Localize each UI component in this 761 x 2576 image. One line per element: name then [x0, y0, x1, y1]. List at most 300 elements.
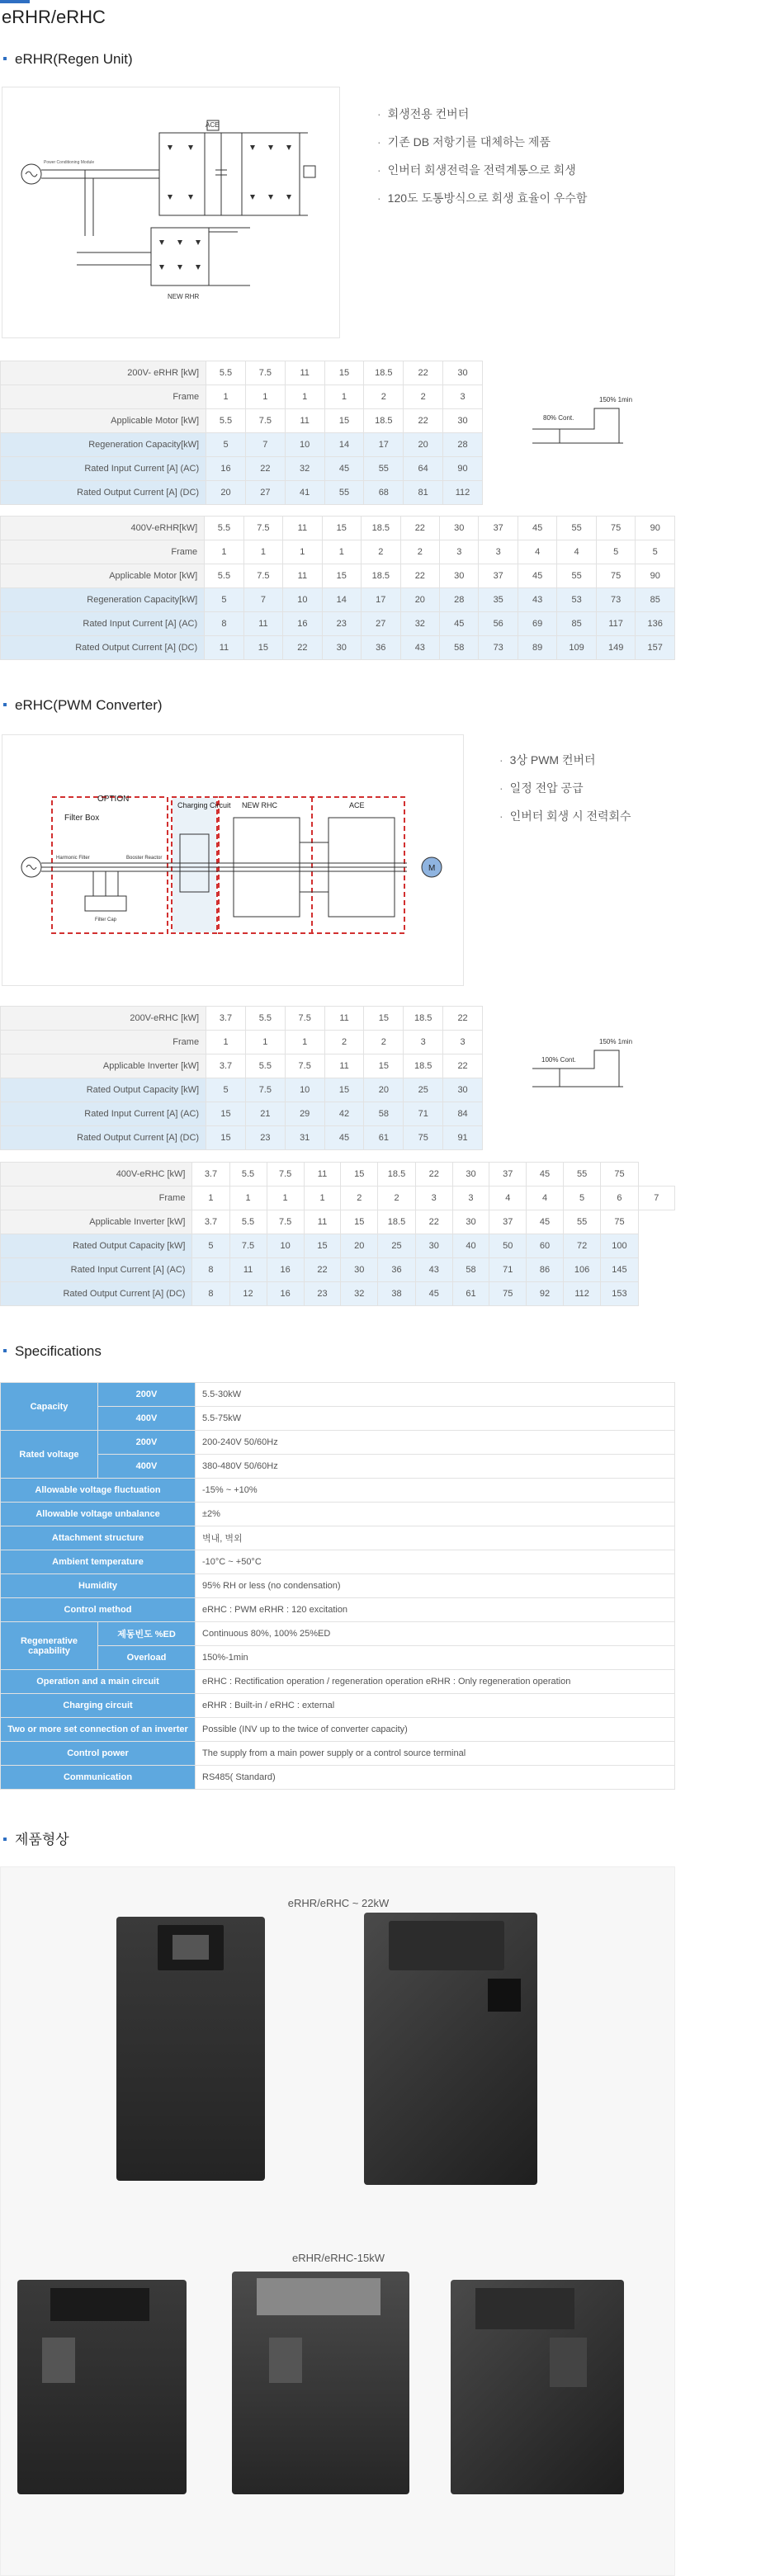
- table-row: [1, 564, 675, 588]
- table-cell: 11: [283, 517, 322, 540]
- table-cell: 136: [636, 612, 675, 636]
- product-image-22kw-front: [116, 1917, 265, 2181]
- table-cell: 4: [489, 1187, 527, 1210]
- spec-value: 380-480V 50/60Hz: [196, 1455, 675, 1479]
- erhr-200v-table: [0, 361, 483, 505]
- table-cell: 117: [596, 612, 636, 636]
- table-cell: 30: [452, 1163, 489, 1187]
- table-row: [1, 1210, 675, 1234]
- table-cell: 2: [364, 1031, 404, 1054]
- table-cell: 100: [601, 1234, 638, 1258]
- table-cell: 7.5: [245, 1078, 285, 1102]
- table-cell: 106: [563, 1258, 600, 1282]
- table-cell: 7.5: [245, 409, 285, 433]
- table-cell: 8: [205, 612, 243, 636]
- svg-text:Booster Reactor: Booster Reactor: [126, 856, 163, 861]
- table-cell: 7.5: [267, 1163, 304, 1187]
- table-cell: 55: [324, 481, 364, 505]
- table-cell: 18.5: [378, 1210, 416, 1234]
- table-cell: 1: [206, 385, 246, 409]
- table-cell: 71: [489, 1258, 527, 1282]
- table-cell: 45: [527, 1210, 564, 1234]
- table-cell: 37: [489, 1210, 527, 1234]
- section-title-erhr: eRHR(Regen Unit): [3, 51, 133, 68]
- table-cell: 45: [518, 517, 556, 540]
- row-label: Applicable Motor [kW]: [1, 564, 205, 588]
- table-cell: 21: [245, 1102, 285, 1126]
- table-cell: 3.7: [192, 1163, 229, 1187]
- table-cell: 1: [324, 385, 364, 409]
- table-cell: 32: [400, 612, 439, 636]
- table-cell: 7.5: [245, 361, 285, 385]
- spec-label: Allowable voltage unbalance: [1, 1503, 196, 1526]
- svg-text:Charging Circuit: Charging Circuit: [177, 801, 231, 809]
- table-cell: 29: [285, 1102, 324, 1126]
- table-cell: 18.5: [364, 409, 404, 433]
- svg-text:OPTION: OPTION: [97, 795, 130, 804]
- table-row: [1, 385, 483, 409]
- table-cell: 18.5: [362, 564, 401, 588]
- table-cell: 37: [479, 564, 518, 588]
- table-cell: 30: [322, 636, 361, 660]
- table-cell: 2: [378, 1187, 416, 1210]
- table-cell: 109: [557, 636, 597, 660]
- table-cell: 1: [304, 1187, 341, 1210]
- erhr-400v-table: [0, 516, 675, 660]
- table-cell: 5.5: [205, 517, 243, 540]
- row-label: Frame: [1, 385, 206, 409]
- product-label-22kw: eRHR/eRHC ~ 22kW: [287, 1897, 390, 1909]
- table-cell: 23: [245, 1126, 285, 1150]
- table-cell: 38: [378, 1282, 416, 1306]
- row-label: 400V-eRHC [kW]: [1, 1163, 192, 1187]
- spec-value: 200-240V 50/60Hz: [196, 1431, 675, 1455]
- table-cell: 112: [443, 481, 483, 505]
- spec-label: Control method: [1, 1598, 196, 1622]
- table-cell: 55: [557, 517, 597, 540]
- table-row: [1, 1007, 483, 1031]
- row-label: Frame: [1, 1187, 192, 1210]
- list-item: · 120도 도통방식으로 회생 효율이 우수함: [377, 184, 587, 212]
- list-item: · 인버터 회생전력을 전력계통으로 회생: [377, 156, 587, 184]
- table-cell: 32: [285, 457, 324, 481]
- table-cell: 32: [341, 1282, 378, 1306]
- spec-value: 150%-1min: [196, 1646, 675, 1670]
- table-cell: 22: [415, 1163, 452, 1187]
- table-cell: 1: [267, 1187, 304, 1210]
- spec-label: Charging circuit: [1, 1694, 196, 1718]
- erhr-circuit-diagram: [2, 87, 340, 338]
- table-cell: 30: [440, 517, 479, 540]
- table-cell: 1: [285, 385, 324, 409]
- table-row: [1, 1526, 675, 1550]
- table-cell: 20: [364, 1078, 404, 1102]
- table-cell: 30: [341, 1258, 378, 1282]
- table-row: [1, 517, 675, 540]
- spec-label: Two or more set connection of an inverter: [1, 1718, 196, 1742]
- table-cell: 1: [205, 540, 243, 564]
- table-cell: 1: [285, 1031, 324, 1054]
- table-cell: 45: [415, 1282, 452, 1306]
- table-cell: 3: [440, 540, 479, 564]
- table-cell: 149: [596, 636, 636, 660]
- table-cell: 14: [324, 433, 364, 457]
- table-cell: 18.5: [378, 1163, 416, 1187]
- table-cell: 3: [404, 1031, 443, 1054]
- table-cell: 7: [243, 588, 282, 612]
- table-cell: 16: [267, 1258, 304, 1282]
- spec-sublabel: 400V: [98, 1455, 196, 1479]
- table-cell: 11: [304, 1163, 341, 1187]
- table-cell: 17: [362, 588, 401, 612]
- row-label: Applicable Motor [kW]: [1, 409, 206, 433]
- spec-label: Control power: [1, 1742, 196, 1766]
- table-cell: 5: [192, 1234, 229, 1258]
- table-cell: 7: [638, 1187, 674, 1210]
- spec-label: Attachment structure: [1, 1526, 196, 1550]
- table-cell: 41: [285, 481, 324, 505]
- table-cell: 1: [245, 1031, 285, 1054]
- table-cell: 22: [283, 636, 322, 660]
- spec-value: eRHC : PWM eRHR : 120 excitation: [196, 1598, 675, 1622]
- svg-text:NEW RHR: NEW RHR: [168, 293, 200, 300]
- svg-text:M: M: [428, 864, 436, 873]
- table-cell: 112: [563, 1282, 600, 1306]
- table-cell: 85: [557, 612, 597, 636]
- spec-sublabel: 200V: [98, 1431, 196, 1455]
- list-item: · 인버터 회생 시 전력회수: [499, 802, 631, 830]
- table-row: [1, 1503, 675, 1526]
- table-cell: 35: [479, 588, 518, 612]
- spec-label: Communication: [1, 1766, 196, 1790]
- table-row: [1, 1431, 675, 1455]
- spec-value: 벽내, 벽외: [196, 1526, 675, 1550]
- table-cell: 11: [285, 409, 324, 433]
- table-cell: 73: [479, 636, 518, 660]
- table-cell: 18.5: [362, 517, 401, 540]
- table-cell: 4: [518, 540, 556, 564]
- table-cell: 1: [245, 385, 285, 409]
- table-cell: 157: [636, 636, 675, 660]
- spec-label: Operation and a main circuit: [1, 1670, 196, 1694]
- erhc-circuit-diagram: [2, 734, 464, 986]
- product-gallery: [0, 1866, 675, 2576]
- svg-text:Harmonic Filter: Harmonic Filter: [56, 856, 90, 861]
- table-row: [1, 1031, 483, 1054]
- table-cell: 3.7: [192, 1210, 229, 1234]
- table-cell: 7.5: [285, 1054, 324, 1078]
- list-item: · 일정 전압 공급: [499, 774, 631, 802]
- table-cell: 89: [518, 636, 556, 660]
- table-cell: 58: [452, 1258, 489, 1282]
- table-cell: 50: [489, 1234, 527, 1258]
- table-row: [1, 433, 483, 457]
- table-cell: 56: [479, 612, 518, 636]
- row-label: Regeneration Capacity[kW]: [1, 588, 205, 612]
- table-cell: 14: [322, 588, 361, 612]
- table-cell: 55: [364, 457, 404, 481]
- table-cell: 36: [378, 1258, 416, 1282]
- table-cell: 7.5: [267, 1210, 304, 1234]
- section-title-specifications: Specifications: [3, 1343, 102, 1360]
- spec-value: 5.5-75kW: [196, 1407, 675, 1431]
- table-row: [1, 1054, 483, 1078]
- table-row: [1, 481, 483, 505]
- table-cell: 7.5: [285, 1007, 324, 1031]
- row-label: Applicable Inverter [kW]: [1, 1054, 206, 1078]
- table-row: [1, 1258, 675, 1282]
- table-cell: 11: [304, 1210, 341, 1234]
- table-row: [1, 1282, 675, 1306]
- table-row: [1, 457, 483, 481]
- row-label: 200V-eRHC [kW]: [1, 1007, 206, 1031]
- table-cell: 15: [364, 1054, 404, 1078]
- table-cell: 69: [518, 612, 556, 636]
- table-cell: 86: [527, 1258, 564, 1282]
- table-cell: 2: [362, 540, 401, 564]
- table-cell: 15: [364, 1007, 404, 1031]
- table-cell: 2: [341, 1187, 378, 1210]
- table-cell: 5.5: [206, 361, 246, 385]
- row-label: 200V- eRHR [kW]: [1, 361, 206, 385]
- table-cell: 3: [452, 1187, 489, 1210]
- table-cell: 5: [636, 540, 675, 564]
- row-label: 400V-eRHR[kW]: [1, 517, 205, 540]
- table-cell: 15: [324, 409, 364, 433]
- table-row: [1, 1383, 675, 1407]
- table-cell: 61: [364, 1126, 404, 1150]
- spec-label: Regenerative capability: [1, 1622, 98, 1670]
- row-label: Rated Input Current [A] (AC): [1, 457, 206, 481]
- table-cell: 37: [489, 1163, 527, 1187]
- table-row: [1, 1078, 483, 1102]
- spec-value: -10°C ~ +50°C: [196, 1550, 675, 1574]
- list-item: · 기존 DB 저항기를 대체하는 제품: [377, 128, 587, 156]
- table-cell: 5.5: [245, 1054, 285, 1078]
- spec-label: Rated voltage: [1, 1431, 98, 1479]
- product-image-15kw-front: [17, 2280, 187, 2494]
- table-cell: 3: [443, 1031, 483, 1054]
- spec-sublabel: 200V: [98, 1383, 196, 1407]
- table-cell: 3: [415, 1187, 452, 1210]
- table-cell: 3: [479, 540, 518, 564]
- table-cell: 60: [527, 1234, 564, 1258]
- svg-text:ACE: ACE: [206, 121, 220, 129]
- table-row: [1, 1550, 675, 1574]
- table-cell: 43: [415, 1258, 452, 1282]
- table-cell: 17: [364, 433, 404, 457]
- product-label-15kw: eRHR/eRHC-15kW: [292, 2252, 385, 2264]
- table-cell: 30: [443, 409, 483, 433]
- table-cell: 16: [283, 612, 322, 636]
- erhc-200v-table: [0, 1006, 483, 1150]
- table-cell: 23: [304, 1282, 341, 1306]
- table-cell: 20: [400, 588, 439, 612]
- table-cell: 15: [304, 1234, 341, 1258]
- table-cell: 28: [440, 588, 479, 612]
- row-label: Rated Output Capacity [kW]: [1, 1078, 206, 1102]
- table-cell: 73: [596, 588, 636, 612]
- spec-sublabel: Overload: [98, 1646, 196, 1670]
- table-cell: 1: [283, 540, 322, 564]
- table-cell: 20: [206, 481, 246, 505]
- table-cell: 91: [443, 1126, 483, 1150]
- table-row: [1, 1479, 675, 1503]
- table-row: [1, 361, 483, 385]
- table-cell: 18.5: [364, 361, 404, 385]
- table-cell: 42: [324, 1102, 364, 1126]
- svg-text:150% 1min: 150% 1min: [599, 396, 633, 403]
- table-cell: 4: [527, 1187, 564, 1210]
- row-label: Rated Input Current [A] (AC): [1, 1258, 192, 1282]
- section-title-erhc: eRHC(PWM Converter): [3, 697, 163, 714]
- section-title-products: 제품형상: [3, 1828, 69, 1848]
- table-cell: 25: [404, 1078, 443, 1102]
- table-row: [1, 588, 675, 612]
- table-cell: 145: [601, 1258, 638, 1282]
- table-row: [1, 1646, 675, 1670]
- table-cell: 81: [404, 481, 443, 505]
- table-cell: 10: [283, 588, 322, 612]
- table-cell: 92: [527, 1282, 564, 1306]
- table-cell: 15: [243, 636, 282, 660]
- row-label: Applicable Inverter [kW]: [1, 1210, 192, 1234]
- table-cell: 84: [443, 1102, 483, 1126]
- table-cell: 22: [443, 1007, 483, 1031]
- table-cell: 45: [527, 1163, 564, 1187]
- table-cell: 2: [364, 385, 404, 409]
- table-cell: 45: [518, 564, 556, 588]
- table-cell: 15: [341, 1163, 378, 1187]
- table-cell: 25: [378, 1234, 416, 1258]
- top-accent-bar: [0, 0, 30, 3]
- table-cell: 23: [322, 612, 361, 636]
- table-row: [1, 636, 675, 660]
- table-cell: 30: [452, 1210, 489, 1234]
- table-cell: 71: [404, 1102, 443, 1126]
- table-cell: 1: [243, 540, 282, 564]
- spec-value: eRHC : Rectification operation / regeneration operation eRHR : Only regeneration operation: [196, 1670, 675, 1694]
- table-cell: 3.7: [206, 1007, 246, 1031]
- table-cell: 10: [285, 433, 324, 457]
- table-cell: 72: [563, 1234, 600, 1258]
- table-cell: 55: [563, 1163, 600, 1187]
- table-cell: 5: [596, 540, 636, 564]
- table-cell: 153: [601, 1282, 638, 1306]
- spec-label: Ambient temperature: [1, 1550, 196, 1574]
- table-cell: 15: [341, 1210, 378, 1234]
- table-row: [1, 1234, 675, 1258]
- table-cell: 1: [229, 1187, 267, 1210]
- table-cell: 16: [267, 1282, 304, 1306]
- table-row: [1, 1766, 675, 1790]
- table-cell: 2: [324, 1031, 364, 1054]
- row-label: Rated Input Current [A] (AC): [1, 1102, 206, 1126]
- product-image-22kw-angle: [364, 1913, 537, 2185]
- table-cell: 31: [285, 1126, 324, 1150]
- table-cell: 1: [322, 540, 361, 564]
- row-label: Rated Input Current [A] (AC): [1, 612, 205, 636]
- table-cell: 2: [400, 540, 439, 564]
- table-cell: 22: [415, 1210, 452, 1234]
- table-row: [1, 1718, 675, 1742]
- table-row: [1, 1598, 675, 1622]
- table-cell: 10: [285, 1078, 324, 1102]
- spec-value: RS485( Standard): [196, 1766, 675, 1790]
- table-cell: 18.5: [404, 1007, 443, 1031]
- table-cell: 20: [404, 433, 443, 457]
- table-cell: 8: [192, 1282, 229, 1306]
- table-cell: 8: [192, 1258, 229, 1282]
- table-cell: 45: [324, 457, 364, 481]
- table-cell: 22: [304, 1258, 341, 1282]
- erhr-feature-list: [377, 100, 587, 212]
- row-label: Rated Output Current [A] (DC): [1, 481, 206, 505]
- table-row: [1, 1102, 483, 1126]
- table-cell: 90: [443, 457, 483, 481]
- row-label: Rated Output Capacity [kW]: [1, 1234, 192, 1258]
- spec-value: 95% RH or less (no condensation): [196, 1574, 675, 1598]
- table-row: [1, 1163, 675, 1187]
- table-row: [1, 540, 675, 564]
- list-item: · 회생전용 컨버터: [377, 100, 587, 128]
- svg-text:80% Cont.: 80% Cont.: [543, 414, 574, 422]
- erhc-feature-list: [499, 746, 631, 830]
- table-cell: 5.5: [229, 1163, 267, 1187]
- svg-text:Power Conditioning Module: Power Conditioning Module: [44, 160, 95, 165]
- specifications-table: [0, 1382, 675, 1790]
- table-cell: 5.5: [205, 564, 243, 588]
- product-image-15kw-angle: [451, 2280, 624, 2494]
- table-cell: 3: [443, 385, 483, 409]
- spec-value: Continuous 80%, 100% 25%ED: [196, 1622, 675, 1646]
- table-row: [1, 1742, 675, 1766]
- row-label: Rated Output Current [A] (DC): [1, 1282, 192, 1306]
- table-cell: 30: [443, 1078, 483, 1102]
- table-row: [1, 1126, 483, 1150]
- table-cell: 22: [245, 457, 285, 481]
- spec-label: Humidity: [1, 1574, 196, 1598]
- list-item: · 3상 PWM 컨버터: [499, 746, 631, 774]
- row-label: Frame: [1, 540, 205, 564]
- table-cell: 75: [596, 564, 636, 588]
- table-row: [1, 612, 675, 636]
- table-cell: 7: [245, 433, 285, 457]
- table-cell: 90: [636, 564, 675, 588]
- table-cell: 30: [415, 1234, 452, 1258]
- table-cell: 5: [205, 588, 243, 612]
- table-cell: 20: [341, 1234, 378, 1258]
- table-cell: 11: [243, 612, 282, 636]
- table-cell: 5.5: [229, 1210, 267, 1234]
- row-label: Rated Output Current [A] (DC): [1, 636, 205, 660]
- spec-value: -15% ~ +10%: [196, 1479, 675, 1503]
- table-cell: 12: [229, 1282, 267, 1306]
- svg-text:Filter Box: Filter Box: [64, 814, 100, 823]
- table-cell: 18.5: [404, 1054, 443, 1078]
- table-cell: 64: [404, 457, 443, 481]
- table-cell: 22: [404, 361, 443, 385]
- table-cell: 22: [404, 409, 443, 433]
- table-cell: 75: [601, 1210, 638, 1234]
- table-row: [1, 1670, 675, 1694]
- spec-value: The supply from a main power supply or a control source terminal: [196, 1742, 675, 1766]
- table-cell: 37: [479, 517, 518, 540]
- table-row: [1, 1574, 675, 1598]
- erhc-overload-curve: [528, 1036, 633, 1093]
- table-cell: 11: [283, 564, 322, 588]
- table-cell: 53: [557, 588, 597, 612]
